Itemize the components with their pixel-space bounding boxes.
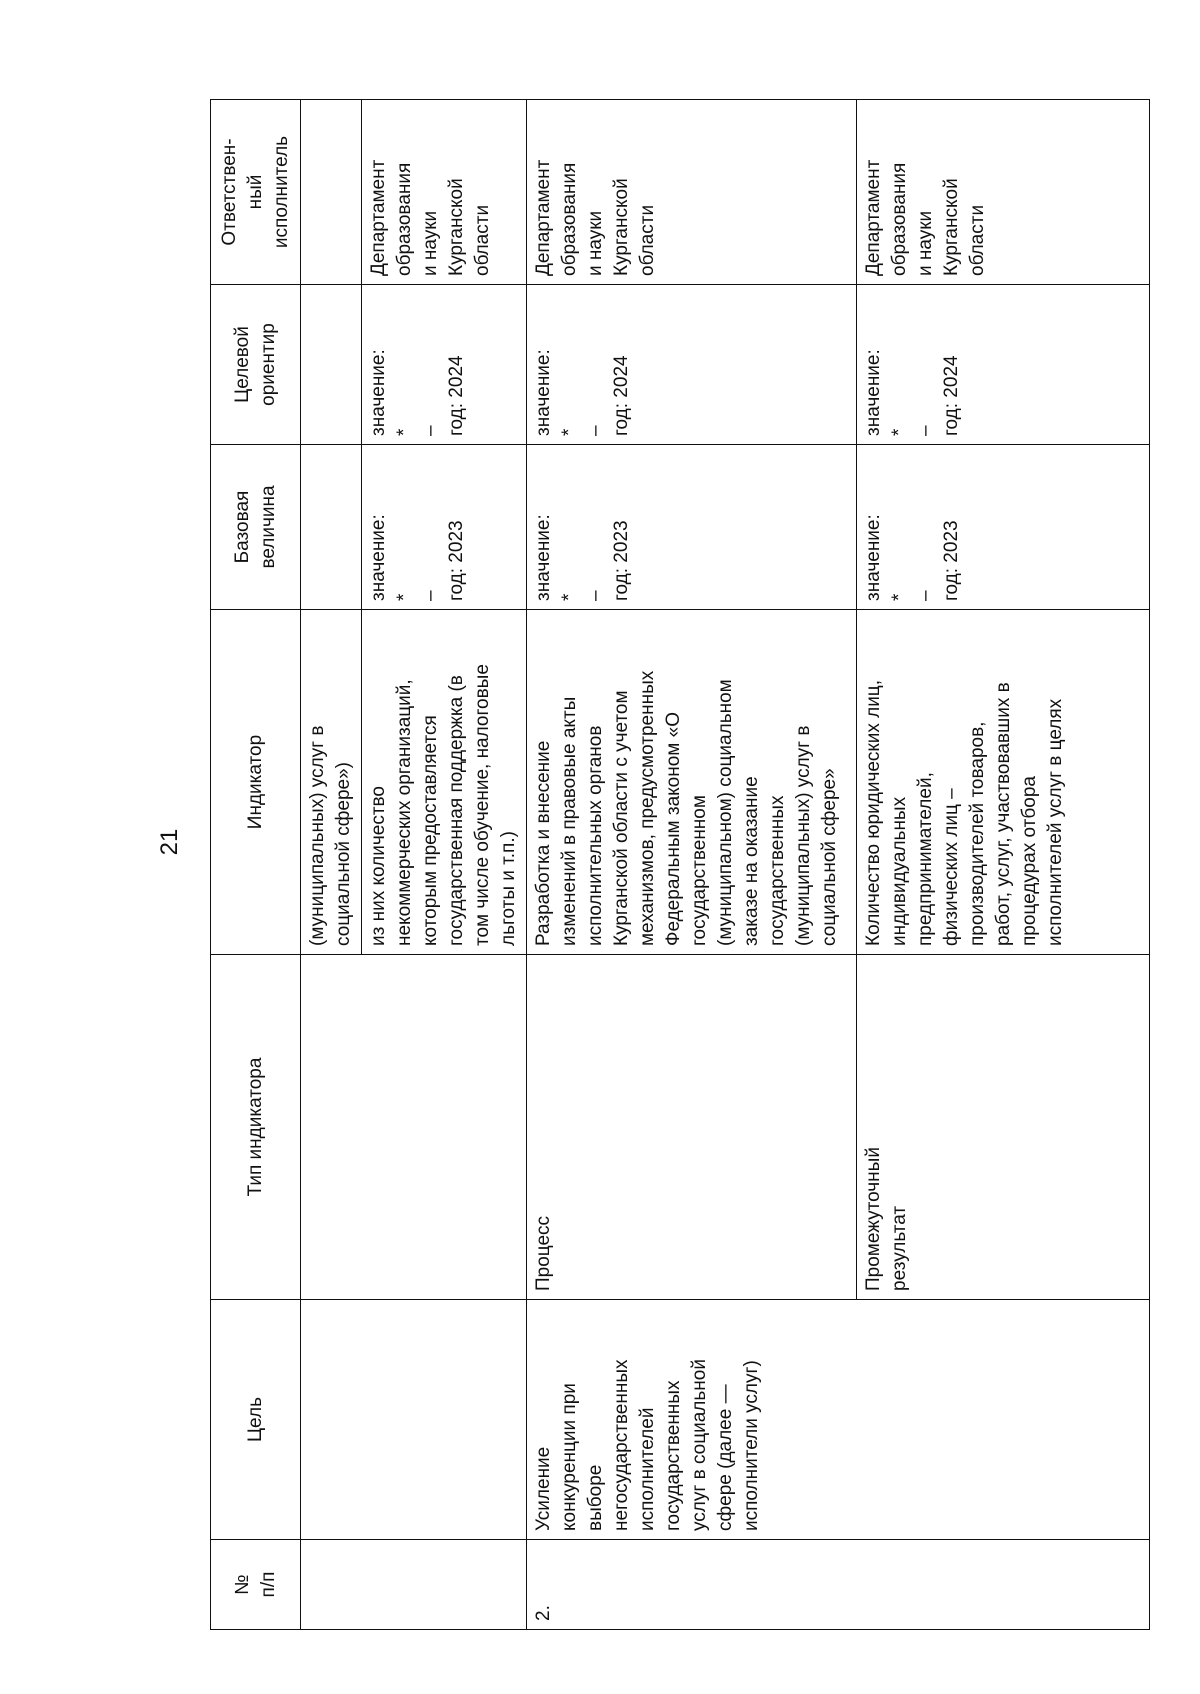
cell-num — [301, 1540, 527, 1630]
cell-target-empty — [301, 285, 362, 445]
cell-base-value: значение: * – год: 2023 — [857, 445, 1150, 610]
table-row — [301, 100, 362, 1630]
header-responsible: Ответствен- ный исполнитель — [211, 100, 301, 285]
cell-base-value: значение: * – год: 2023 — [362, 445, 527, 610]
table-header-row — [211, 100, 301, 1630]
rotated-table-wrapper — [210, 100, 1150, 1630]
cell-target: значение: * – год: 2024 — [362, 285, 527, 445]
header-base-value: Базовая величина — [211, 445, 301, 610]
header-indicator-type: Тип индикатора — [211, 955, 301, 1300]
table-row — [527, 100, 857, 1630]
cell-base-empty — [301, 445, 362, 610]
cell-indicator-continued: (муниципальных) услуг в социальной сфере») — [301, 610, 362, 955]
header-num: № п/п — [211, 1540, 301, 1630]
cell-responsible: Департамент образования и науки Курганской области — [362, 100, 527, 285]
cell-type — [301, 955, 527, 1300]
header-indicator: Индикатор — [211, 610, 301, 955]
cell-indicator: Количество юридических лиц, индивидуальных предпринимателей, физических лиц – производителей товаров, работ, услуг, участвовавших в процедурах отбора исполнителей услуг в целях — [857, 610, 1150, 955]
cell-type: Процесс — [527, 955, 857, 1300]
cell-goal: Усиление конкуренции при выборе негосударственных исполнителей государственных услуг в социальной сфере (далее — исполнители услуг) — [527, 1300, 1150, 1540]
cell-goal — [301, 1300, 527, 1540]
indicator-table — [210, 99, 1150, 1630]
cell-responsible: Департамент образования и науки Курганской области — [527, 100, 857, 285]
cell-type: Промежуточный результат — [857, 955, 1150, 1300]
header-target: Целевой ориентир — [211, 285, 301, 445]
cell-responsible-empty — [301, 100, 362, 285]
header-goal: Цель — [211, 1300, 301, 1540]
cell-indicator: Разработка и внесение изменений в правовые акты исполнительных органов Курганской области с учетом механизмов, предусмотренных Федеральным законом «О государственном (муниципальном) социальном заказе на оказание государственных (муниципальных) услуг в социальной сфере» — [527, 610, 857, 955]
page-number: 21 — [156, 828, 183, 856]
cell-responsible: Департамент образования и науки Курганской области — [857, 100, 1150, 285]
cell-target: значение: * – год: 2024 — [857, 285, 1150, 445]
cell-base-value: значение: * – год: 2023 — [527, 445, 857, 610]
cell-target: значение: * – год: 2024 — [527, 285, 857, 445]
cell-num: 2. — [527, 1540, 1150, 1630]
cell-indicator: из них количество некоммерческих организаций, которым предоставляется государственная поддержка (в том числе обучение, налоговые льготы и т.п.) — [362, 610, 527, 955]
